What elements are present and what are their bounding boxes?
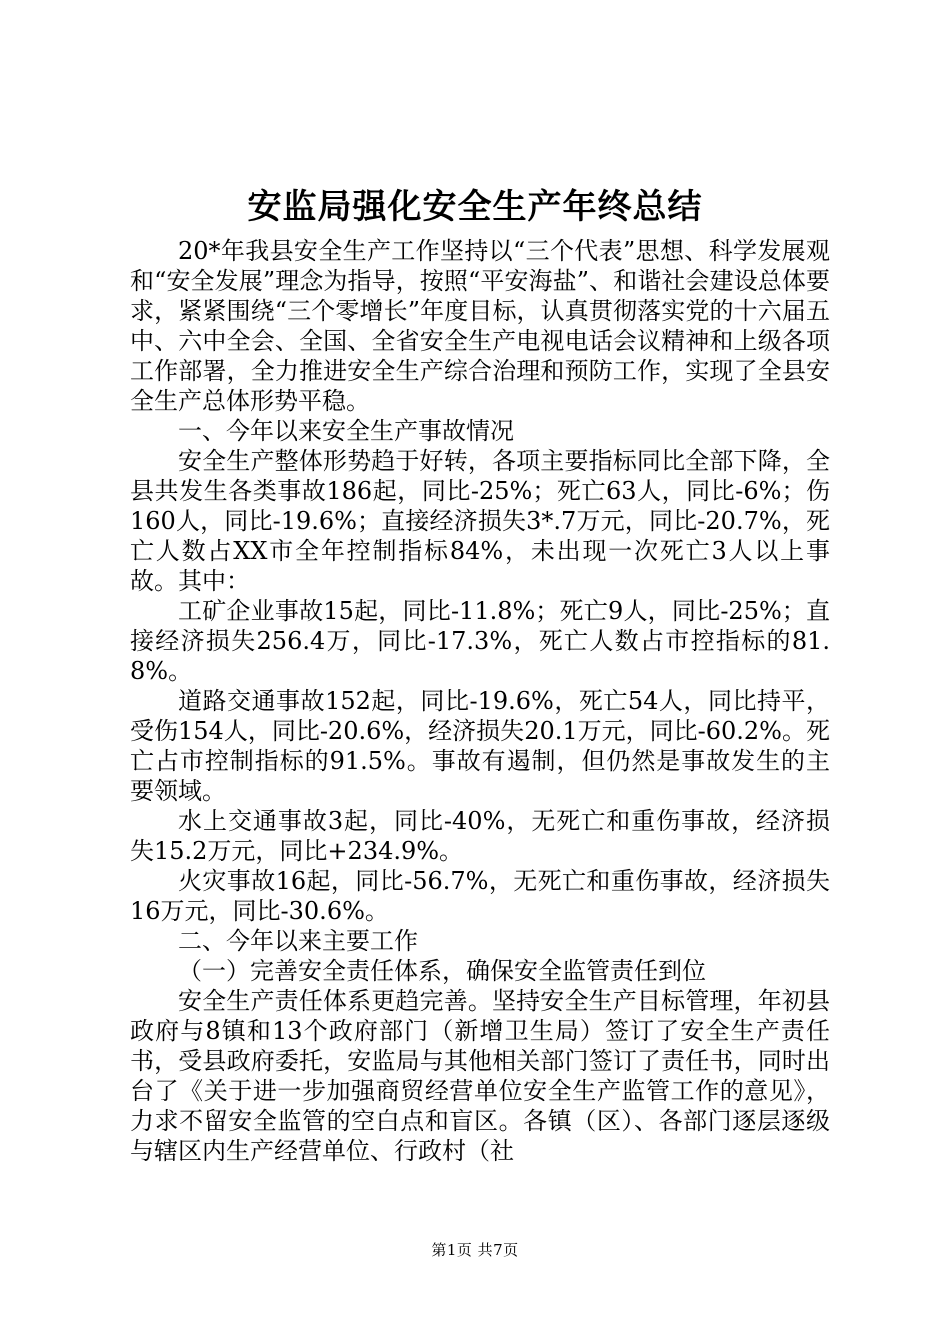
page-footer: 第1页 共7页	[431, 1241, 519, 1259]
paragraph-road-traffic: 道路交通事故152起，同比-19.6%，死亡54人，同比持平，受伤154人，同比-20.6%，经济损失20.1万元，同比-60.2%。死亡占市控制指标的91.5%。事故有遏制，但仍然是事故发生的主要领域。	[130, 687, 830, 805]
paragraph-water-traffic: 水上交通事故3起，同比-40%，无死亡和重伤事故，经济损失15.2万元，同比+234.9%。	[130, 807, 830, 865]
section-heading-accidents: 一、今年以来安全生产事故情况	[178, 417, 514, 445]
document-title: 安监局强化安全生产年终总结	[247, 187, 703, 227]
paragraph-overall-stats: 安全生产整体形势趋于好转，各项主要指标同比全部下降，全县共发生各类事故186起，同比-25%；死亡63人，同比-6%；伤160人，同比-19.6%；直接经济损失3*.7万元，同比-20.7%，死亡人数占XX市全年控制指标84%，未出现一次死亡3人以上事故。其中：	[130, 447, 830, 595]
section-heading-main-work: 二、今年以来主要工作	[178, 927, 418, 955]
subsection-heading-responsibility: （一）完善安全责任体系，确保安全监管责任到位	[178, 957, 706, 985]
paragraph-intro: 20*年我县安全生产工作坚持以“三个代表”思想、科学发展观和“安全发展”理念为指导，按照“平安海盐”、和谐社会建设总体要求，紧紧围绕“三个零增长”年度目标，认真贯彻落实党的十六届五中、六中全会、全国、全省安全生产电视电话会议精神和上级各项工作部署，全力推进安全生产综合治理和预防工作，实现了全县安全生产总体形势平稳。	[130, 237, 830, 415]
paragraph-industrial: 工矿企业事故15起，同比-11.8%；死亡9人，同比-25%；直接经济损失256.4万，同比-17.3%，死亡人数占市控指标的81.8%。	[130, 597, 830, 685]
paragraph-fire: 火灾事故16起，同比-56.7%，无死亡和重伤事故，经济损失16万元，同比-30.6%。	[130, 867, 830, 925]
paragraph-responsibility: 安全生产责任体系更趋完善。坚持安全生产目标管理，年初县政府与8镇和13个政府部门（新增卫生局）签订了安全生产责任书，受县政府委托，安监局与其他相关部门签订了责任书，同时出台了《关于进一步加强商贸经营单位安全生产监管工作的意见》，力求不留安全监管的空白点和盲区。各镇（区）、各部门逐层逐级与辖区内生产经营单位、行政村（社	[130, 987, 830, 1165]
document-body	[130, 236, 830, 1166]
